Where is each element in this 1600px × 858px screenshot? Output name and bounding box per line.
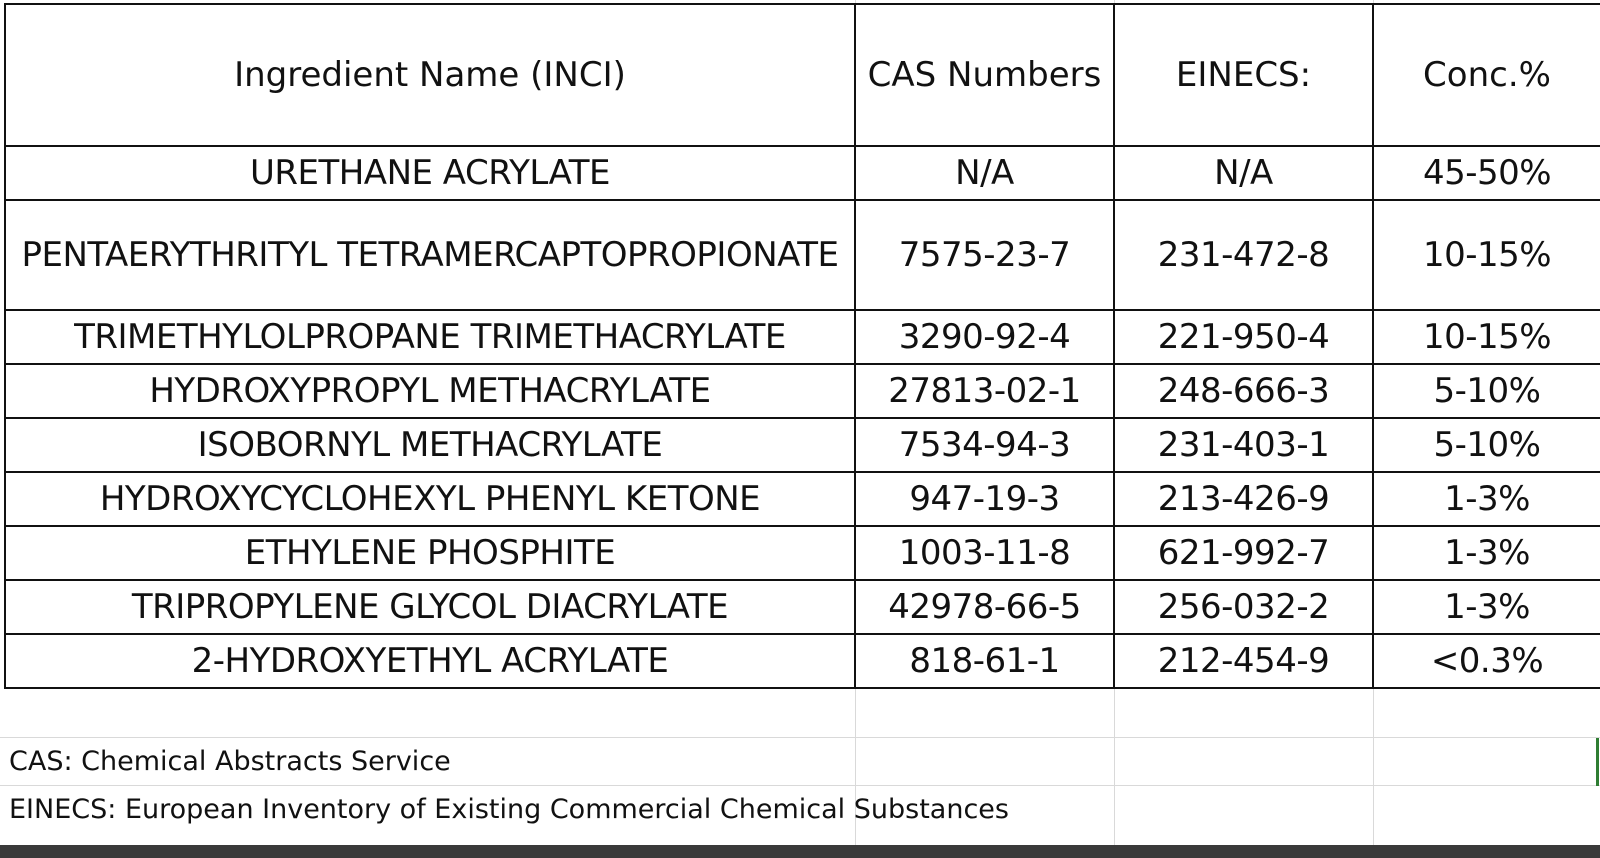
cas-number-cell[interactable]: 3290-92-4 [855,310,1114,364]
einecs-cell[interactable]: 256-032-2 [1114,580,1373,634]
table-row [5,418,1600,472]
concentration-cell[interactable]: 1-3% [1373,472,1600,526]
header-cell-cas-numbers[interactable]: CAS Numbers [855,4,1114,146]
einecs-cell[interactable]: 231-403-1 [1114,418,1373,472]
gridline [0,785,1600,786]
header-cell-einecs[interactable]: EINECS: [1114,4,1373,146]
cas-number-cell[interactable]: 42978-66-5 [855,580,1114,634]
table-row [5,634,1600,688]
table-row [5,146,1600,200]
einecs-abbreviation-note[interactable]: EINECS: European Inventory of Existing Commercial Chemical Substances [9,794,1009,825]
concentration-cell[interactable]: 5-10% [1373,364,1600,418]
ingredient-name-cell[interactable]: TRIPROPYLENE GLYCOL DIACRYLATE [5,580,855,634]
cas-number-cell[interactable]: 7575-23-7 [855,200,1114,310]
table-row [5,526,1600,580]
concentration-cell[interactable]: 5-10% [1373,418,1600,472]
ingredient-name-cell[interactable]: PENTAERYTHRITYL TETRAMERCAPTOPROPIONATE [5,200,855,310]
gridline [0,737,1600,738]
einecs-cell[interactable]: 231-472-8 [1114,200,1373,310]
table-row [5,580,1600,634]
cas-number-cell[interactable]: 7534-94-3 [855,418,1114,472]
ingredient-name-cell[interactable]: ETHYLENE PHOSPHITE [5,526,855,580]
header-cell-ingredient-name[interactable]: Ingredient Name (INCI) [5,4,855,146]
einecs-cell[interactable]: 248-666-3 [1114,364,1373,418]
ingredient-name-cell[interactable]: URETHANE ACRYLATE [5,146,855,200]
ingredient-name-cell[interactable]: TRIMETHYLOLPROPANE TRIMETHACRYLATE [5,310,855,364]
ingredients-table [4,3,1600,689]
ingredient-name-cell[interactable]: ISOBORNYL METHACRYLATE [5,418,855,472]
einecs-cell[interactable]: 621-992-7 [1114,526,1373,580]
table-row [5,364,1600,418]
concentration-cell[interactable]: 10-15% [1373,200,1600,310]
ingredient-name-cell[interactable]: 2-HYDROXYETHYL ACRYLATE [5,634,855,688]
cas-abbreviation-note[interactable]: CAS: Chemical Abstracts Service [9,746,451,777]
concentration-cell[interactable]: 1-3% [1373,526,1600,580]
table-row [5,310,1600,364]
concentration-cell[interactable]: <0.3% [1373,634,1600,688]
einecs-cell[interactable]: 212-454-9 [1114,634,1373,688]
einecs-cell[interactable]: 221-950-4 [1114,310,1373,364]
cell-selection-edge [1596,738,1599,786]
einecs-cell[interactable]: 213-426-9 [1114,472,1373,526]
einecs-cell[interactable]: N/A [1114,146,1373,200]
cas-number-cell[interactable]: 1003-11-8 [855,526,1114,580]
concentration-cell[interactable]: 1-3% [1373,580,1600,634]
concentration-cell[interactable]: 10-15% [1373,310,1600,364]
window-bottom-bar [0,845,1600,858]
concentration-cell[interactable]: 45-50% [1373,146,1600,200]
cas-number-cell[interactable]: N/A [855,146,1114,200]
ingredient-name-cell[interactable]: HYDROXYPROPYL METHACRYLATE [5,364,855,418]
table-row [5,472,1600,526]
table-row [5,200,1600,310]
cas-number-cell[interactable]: 27813-02-1 [855,364,1114,418]
table-header-row [5,4,1600,146]
ingredient-name-cell[interactable]: HYDROXYCYCLOHEXYL PHENYL KETONE [5,472,855,526]
header-cell-concentration[interactable]: Conc.% [1373,4,1600,146]
cas-number-cell[interactable]: 818-61-1 [855,634,1114,688]
cas-number-cell[interactable]: 947-19-3 [855,472,1114,526]
